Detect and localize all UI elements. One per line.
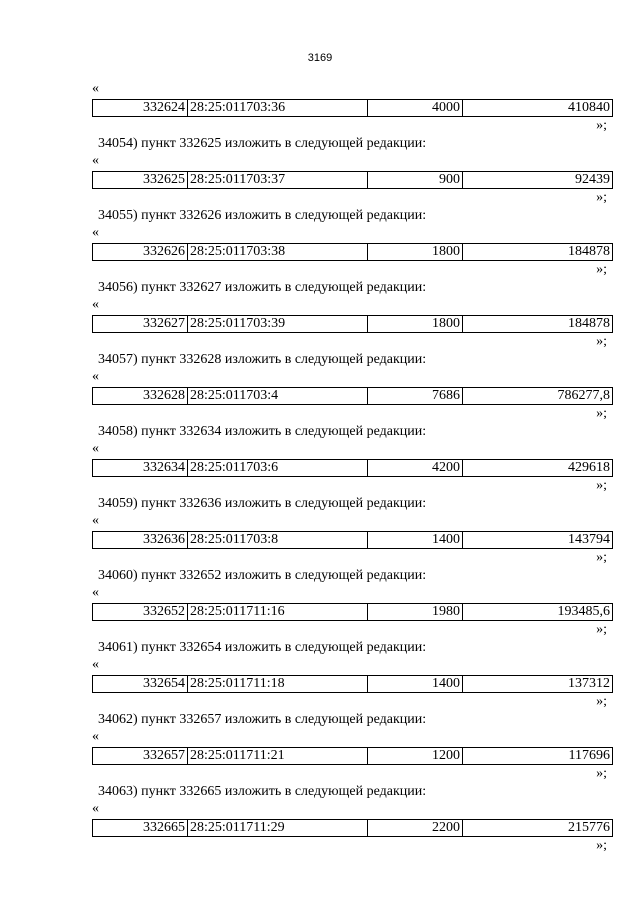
amendment-instruction: 34055) пункт 332626 изложить в следующей редакции: xyxy=(98,208,427,223)
cadastral-number-cell: 28:25:011703:37 xyxy=(188,172,368,189)
table-row xyxy=(93,460,613,477)
cadastral-number-cell: 28:25:011711:29 xyxy=(188,820,368,837)
table-row xyxy=(93,604,613,621)
area-cell: 1980 xyxy=(368,604,463,621)
area-cell: 1800 xyxy=(368,244,463,261)
table-row xyxy=(93,244,613,261)
item-number-cell: 332652 xyxy=(93,604,188,621)
item-number-cell: 332624 xyxy=(93,100,188,117)
cadastral-number-cell: 28:25:011703:36 xyxy=(188,100,368,117)
registry-table xyxy=(92,747,613,765)
opening-quote: « xyxy=(92,729,99,744)
table-row xyxy=(93,172,613,189)
area-cell: 900 xyxy=(368,172,463,189)
amendment-instruction: 34058) пункт 332634 изложить в следующей редакции: xyxy=(98,424,427,439)
cadastral-number-cell: 28:25:011703:39 xyxy=(188,316,368,333)
value-cell: 184878 xyxy=(463,316,613,333)
registry-table xyxy=(92,315,613,333)
item-number-cell: 332657 xyxy=(93,748,188,765)
opening-quote: « xyxy=(92,585,99,600)
registry-table xyxy=(92,387,613,405)
value-cell: 786277,8 xyxy=(463,388,613,405)
amendment-instruction: 34054) пункт 332625 изложить в следующей редакции: xyxy=(98,136,427,151)
area-cell: 1400 xyxy=(368,676,463,693)
cadastral-number-cell: 28:25:011711:18 xyxy=(188,676,368,693)
closing-quote: »; xyxy=(596,262,607,277)
area-cell: 2200 xyxy=(368,820,463,837)
opening-quote: « xyxy=(92,225,99,240)
area-cell: 4200 xyxy=(368,460,463,477)
closing-quote: »; xyxy=(596,766,607,781)
amendment-instruction: 34059) пункт 332636 изложить в следующей редакции: xyxy=(98,496,427,511)
closing-quote: »; xyxy=(596,694,607,709)
area-cell: 1200 xyxy=(368,748,463,765)
closing-quote: »; xyxy=(596,838,607,853)
table-row xyxy=(93,676,613,693)
table-row xyxy=(93,820,613,837)
registry-table xyxy=(92,459,613,477)
amendment-instruction: 34057) пункт 332628 изложить в следующей редакции: xyxy=(98,352,427,367)
item-number-cell: 332636 xyxy=(93,532,188,549)
amendment-instruction: 34061) пункт 332654 изложить в следующей редакции: xyxy=(98,640,427,655)
amendment-instruction: 34056) пункт 332627 изложить в следующей редакции: xyxy=(98,280,427,295)
opening-quote: « xyxy=(92,513,99,528)
opening-quote: « xyxy=(92,441,99,456)
page-number: 3169 xyxy=(307,52,333,64)
registry-table xyxy=(92,171,613,189)
area-cell: 4000 xyxy=(368,100,463,117)
closing-quote: »; xyxy=(596,190,607,205)
area-cell: 1400 xyxy=(368,532,463,549)
cadastral-number-cell: 28:25:011703:38 xyxy=(188,244,368,261)
closing-quote: »; xyxy=(596,478,607,493)
registry-table xyxy=(92,531,613,549)
amendment-instruction: 34060) пункт 332652 изложить в следующей редакции: xyxy=(98,568,427,583)
value-cell: 184878 xyxy=(463,244,613,261)
item-number-cell: 332634 xyxy=(93,460,188,477)
table-row xyxy=(93,388,613,405)
opening-quote: « xyxy=(92,81,99,96)
cadastral-number-cell: 28:25:011711:16 xyxy=(188,604,368,621)
document-body xyxy=(92,81,611,855)
value-cell: 117696 xyxy=(463,748,613,765)
cadastral-number-cell: 28:25:011703:4 xyxy=(188,388,368,405)
cadastral-number-cell: 28:25:011703:6 xyxy=(188,460,368,477)
value-cell: 429618 xyxy=(463,460,613,477)
closing-quote: »; xyxy=(596,334,607,349)
table-row xyxy=(93,100,613,117)
opening-quote: « xyxy=(92,297,99,312)
opening-quote: « xyxy=(92,369,99,384)
registry-table xyxy=(92,603,613,621)
area-cell: 7686 xyxy=(368,388,463,405)
value-cell: 215776 xyxy=(463,820,613,837)
area-cell: 1800 xyxy=(368,316,463,333)
item-number-cell: 332626 xyxy=(93,244,188,261)
cadastral-number-cell: 28:25:011711:21 xyxy=(188,748,368,765)
item-number-cell: 332628 xyxy=(93,388,188,405)
closing-quote: »; xyxy=(596,406,607,421)
amendment-instruction: 34062) пункт 332657 изложить в следующей редакции: xyxy=(98,712,427,727)
value-cell: 92439 xyxy=(463,172,613,189)
item-number-cell: 332665 xyxy=(93,820,188,837)
opening-quote: « xyxy=(92,153,99,168)
registry-table xyxy=(92,819,613,837)
value-cell: 143794 xyxy=(463,532,613,549)
closing-quote: »; xyxy=(596,118,607,133)
value-cell: 193485,6 xyxy=(463,604,613,621)
registry-table xyxy=(92,99,613,117)
opening-quote: « xyxy=(92,801,99,816)
cadastral-number-cell: 28:25:011703:8 xyxy=(188,532,368,549)
item-number-cell: 332627 xyxy=(93,316,188,333)
opening-quote: « xyxy=(92,657,99,672)
table-row xyxy=(93,316,613,333)
item-number-cell: 332625 xyxy=(93,172,188,189)
registry-table xyxy=(92,675,613,693)
registry-table xyxy=(92,243,613,261)
closing-quote: »; xyxy=(596,550,607,565)
value-cell: 137312 xyxy=(463,676,613,693)
amendment-instruction: 34063) пункт 332665 изложить в следующей редакции: xyxy=(98,784,427,799)
table-row xyxy=(93,748,613,765)
item-number-cell: 332654 xyxy=(93,676,188,693)
value-cell: 410840 xyxy=(463,100,613,117)
closing-quote: »; xyxy=(596,622,607,637)
table-row xyxy=(93,532,613,549)
